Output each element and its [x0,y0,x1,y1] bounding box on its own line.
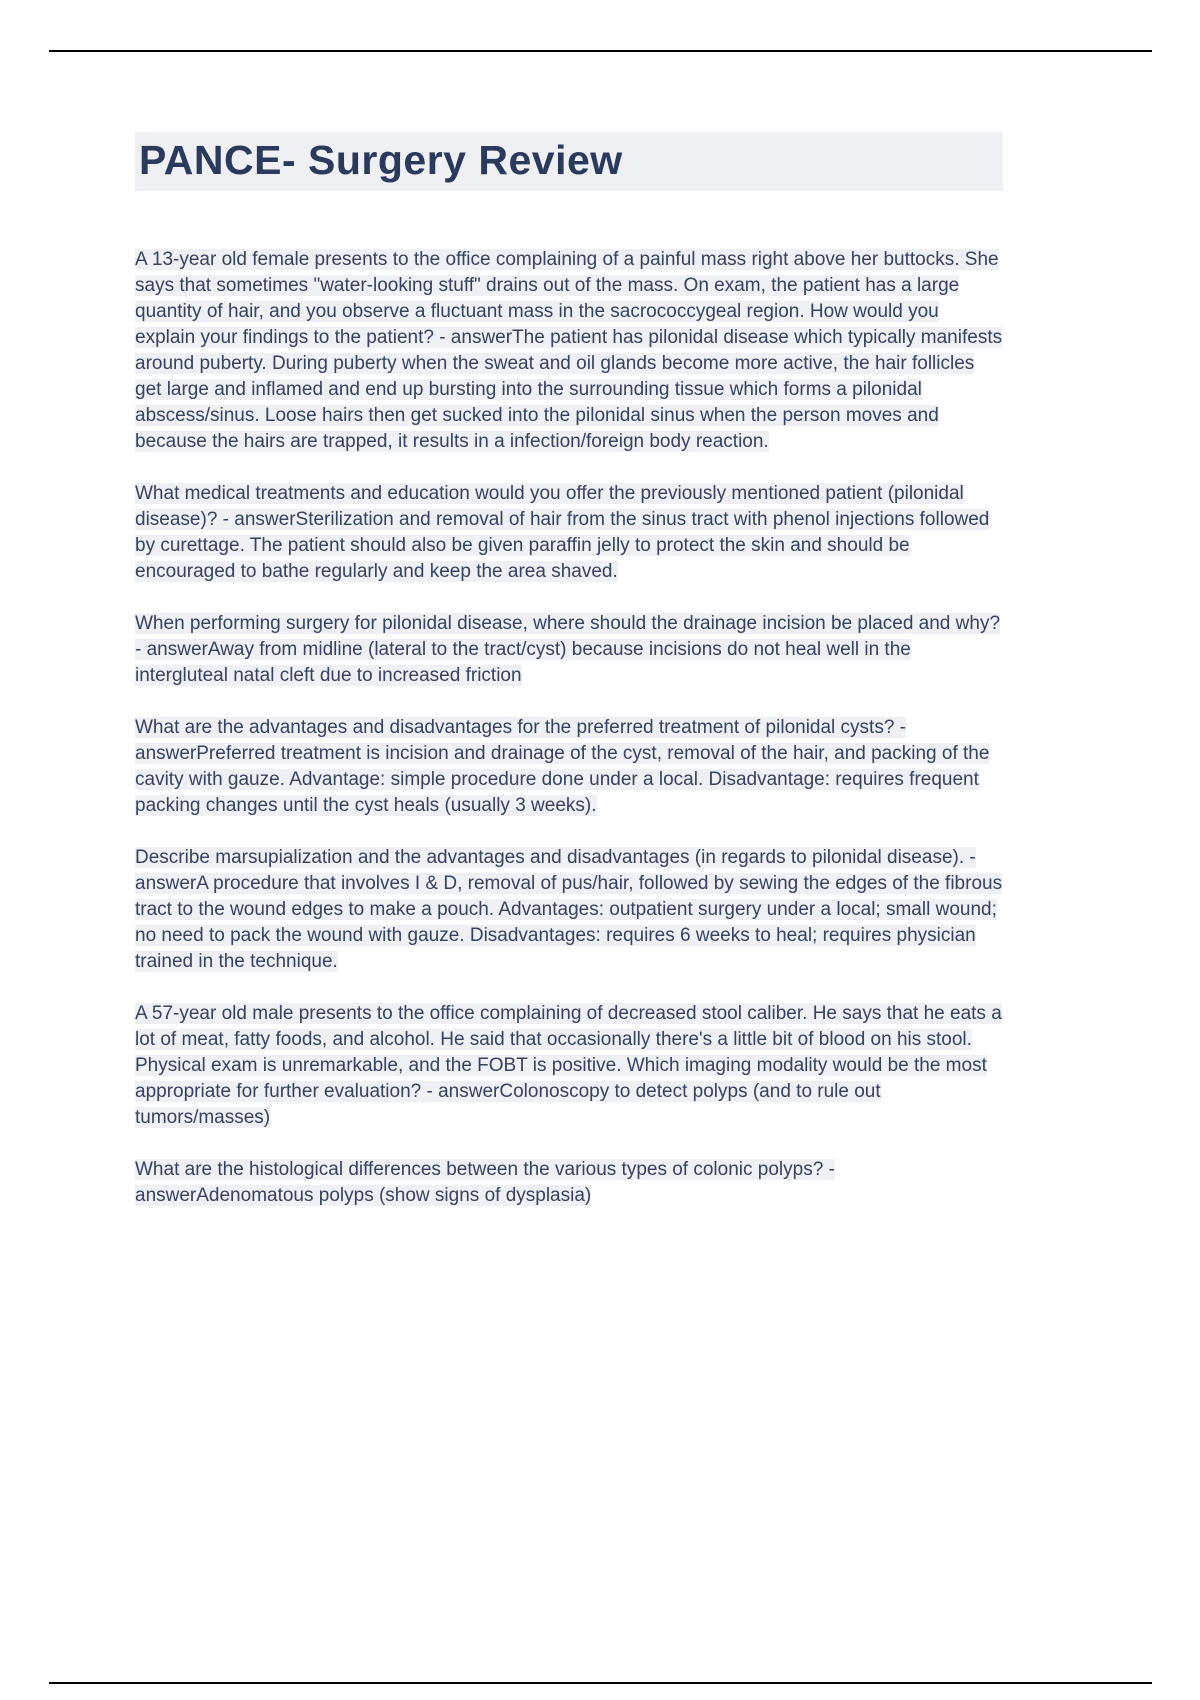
qa-paragraph [135,845,1003,975]
qa-paragraph [135,247,1003,455]
qa-paragraph-text: When performing surgery for pilonidal disease, where should the drainage incision be placed and why? - answerAway from midline (lateral to the tract/cyst) because incisions do not heal well in the intergluteal natal cleft due to increased friction [135,613,1001,687]
document-content [135,132,1003,1235]
qa-paragraph-text: Describe marsupialization and the advantages and disadvantages (in regards to pilonidal disease). - answerA procedure that involves I & D, removal of pus/hair, followed by sewing the edges of the fibrous tract to the wound edges to make a pouch. Advantages: outpatient surgery under a local; small wound; no need to pack the wound with gauze. Disadvantages: requires 6 weeks to heal; requires physician trained in the technique. [135,847,1003,973]
qa-paragraph [135,715,1003,819]
bottom-rule [49,1682,1152,1684]
qa-paragraph-text: What are the histological differences between the various types of colonic polyps? - answerAdenomatous polyps (show signs of dysplasia) [135,1159,835,1207]
qa-paragraph-text: What are the advantages and disadvantages for the preferred treatment of pilonidal cysts? - answerPreferred treatment is incision and drainage of the cyst, removal of the hair, and packing of the cavity with gauze. Advantage: simple procedure done under a local. Disadvantage: requires frequent packing changes until the cyst heals (usually 3 weeks). [135,717,990,817]
qa-paragraph-text: A 13-year old female presents to the office complaining of a painful mass right above her buttocks. She says that sometimes "water-looking stuff" drains out of the mass. On exam, the patient has a large quantity of hair, and you observe a fluctuant mass in the sacrococcygeal region. How would you explain your findings to the patient? - answerThe patient has pilonidal disease which typically manifests around puberty. During puberty when the sweat and oil glands become more active, the hair follicles get large and inflamed and end up bursting into the surrounding tissue which forms a pilonidal abscess/sinus. Loose hairs then get sucked into the pilonidal sinus when the person moves and because the hairs are trapped, it results in a infection/foreign body reaction. [135,249,1003,453]
qa-paragraph [135,1001,1003,1131]
qa-paragraph [135,1157,1003,1209]
top-rule [49,50,1152,52]
qa-paragraph [135,611,1003,689]
page-title: PANCE- Surgery Review [135,132,1003,191]
qa-paragraph-text: A 57-year old male presents to the office complaining of decreased stool caliber. He says that he eats a lot of meat, fatty foods, and alcohol. He said that occasionally there's a little bit of blood on his stool. Physical exam is unremarkable, and the FOBT is positive. Which imaging modality would be the most appropriate for further evaluation? - answerColonoscopy to detect polyps (and to rule out tumors/masses) [135,1003,1002,1129]
qa-paragraph [135,481,1003,585]
qa-paragraph-text: What medical treatments and education would you offer the previously mentioned patient (pilonidal disease)? - answerSterilization and removal of hair from the sinus tract with phenol injections followed by curettage. The patient should also be given paraffin jelly to protect the skin and should be encouraged to bathe regularly and keep the area shaved. [135,483,990,583]
